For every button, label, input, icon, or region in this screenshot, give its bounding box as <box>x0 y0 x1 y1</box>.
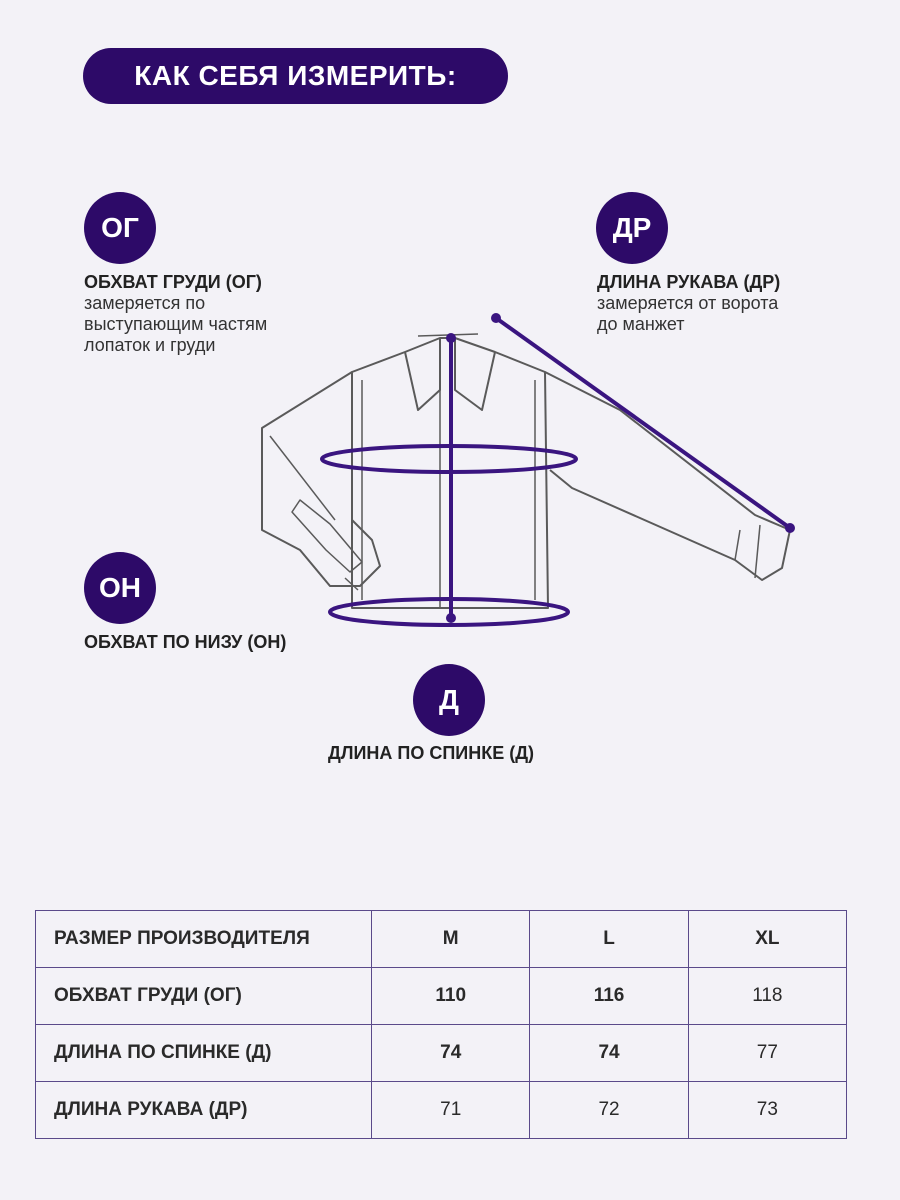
sleeve-length-dot-top <box>491 313 501 323</box>
desc-dr-line2: до манжет <box>597 314 685 334</box>
table-row <box>36 1082 847 1139</box>
table-row <box>36 968 847 1025</box>
table-header-cell: L <box>530 911 688 968</box>
table-header-row <box>36 911 847 968</box>
badge-og: ОГ <box>84 192 156 264</box>
table-row-label: ДЛИНА РУКАВА (ДР) <box>36 1082 372 1139</box>
size-table <box>35 910 847 1139</box>
desc-og-line1: замеряется по <box>84 293 206 313</box>
measurement-lines <box>322 318 790 625</box>
table-cell: 116 <box>530 968 688 1025</box>
table-cell: 71 <box>372 1082 530 1139</box>
desc-dr-line1: замеряется от ворота <box>597 293 779 313</box>
desc-og-line3: лопаток и груди <box>84 335 216 355</box>
sleeve-length-line <box>496 318 790 528</box>
desc-og-line2: выступающим частям <box>84 314 268 334</box>
table-cell: 110 <box>372 968 530 1025</box>
back-length-dot-top <box>446 333 456 343</box>
badge-d: Д <box>413 664 485 736</box>
sleeve-length-dot-bottom <box>785 523 795 533</box>
table-row-label: ДЛИНА ПО СПИНКЕ (Д) <box>36 1025 372 1082</box>
table-cell: 118 <box>688 968 846 1025</box>
label-on: ОБХВАТ ПО НИЗУ (ОН) <box>84 632 287 652</box>
table-header-cell: M <box>372 911 530 968</box>
table-cell: 74 <box>372 1025 530 1082</box>
table-cell: 72 <box>530 1082 688 1139</box>
table-row <box>36 1025 847 1082</box>
table-header-cell: РАЗМЕР ПРОИЗВОДИТЕЛЯ <box>36 911 372 968</box>
label-d: ДЛИНА ПО СПИНКЕ (Д) <box>328 743 535 763</box>
page-title: КАК СЕБЯ ИЗМЕРИТЬ: <box>83 48 508 104</box>
badge-on: ОН <box>84 552 156 624</box>
back-length-dot-bottom <box>446 613 456 623</box>
table-cell: 74 <box>530 1025 688 1082</box>
table-cell: 73 <box>688 1082 846 1139</box>
badge-dr: ДР <box>596 192 668 264</box>
table-header-cell: XL <box>688 911 846 968</box>
label-dr: ДЛИНА РУКАВА (ДР) <box>597 272 781 292</box>
table-row-label: ОБХВАТ ГРУДИ (ОГ) <box>36 968 372 1025</box>
label-og: ОБХВАТ ГРУДИ (ОГ) <box>84 272 262 292</box>
table-cell: 77 <box>688 1025 846 1082</box>
